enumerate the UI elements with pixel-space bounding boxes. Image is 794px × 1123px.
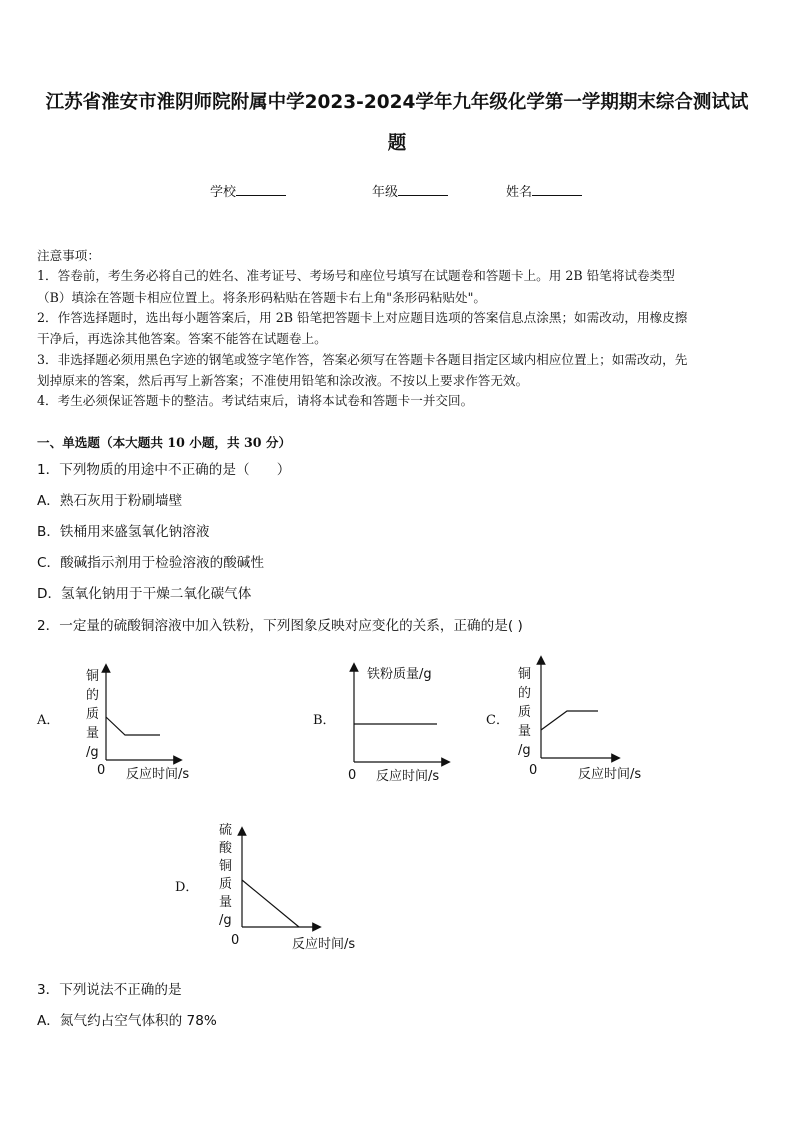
graph-a (36, 668, 189, 782)
graph-d-series-line (242, 880, 299, 927)
graph-c-ylabel-char: 质 (518, 705, 532, 720)
notice-heading: 注意事项： (37, 248, 100, 263)
graph-c-ylabel-char: 量 (518, 724, 532, 739)
graph-a-series-line (106, 717, 160, 735)
notice-line: 2．作答选择题时，选出每小题答案后，用 2B 铅笔把答题卡上对应题目选项的答案信息点涂黑；如需改动，用橡皮擦 (37, 310, 688, 325)
graph-b-option-label: B． (313, 713, 336, 728)
graph-a-option-label: A． (37, 713, 60, 728)
notice-line: 划掉原来的答案，然后再写上新答案；不准使用铅笔和涂改液。不按以上要求作答无效。 (37, 373, 529, 388)
q3-stem: 3．下列说法不正确的是 (37, 982, 182, 998)
graph-a-ylabel-char: /g (86, 745, 99, 760)
graph-d-ylabel-char: 硫 (219, 823, 233, 838)
graph-b-ylabel: 铁粉质量/g (367, 667, 432, 682)
document-title-line1: 江苏省淮安市淮阴师院附属中学2023-2024学年九年级化学第一学期期末综合测试试 (45, 92, 749, 113)
q1-option-a: A．熟石灰用于粉刷墙壁 (37, 493, 183, 509)
notice-line: 1．答卷前，考生务必将自己的姓名、准考证号、考场号和座位号填写在试题卷和答题卡上。用 2B 铅笔将试卷类型 (37, 268, 675, 283)
graph-c (486, 660, 641, 782)
graph-a-ylabel-char: 量 (86, 726, 100, 741)
graph-a-ylabel-char: 质 (86, 707, 100, 722)
graph-d-origin: 0 (231, 933, 240, 948)
section-heading: 一、单选题（本大题共 10 小题，共 30 分） (37, 435, 292, 450)
q2-stem: 2．一定量的硫酸铜溶液中加入铁粉，下列图象反映对应变化的关系，正确的是( ) (37, 618, 523, 634)
graph-b (313, 666, 446, 784)
graph-c-ylabel-char: 铜 (518, 667, 532, 682)
graph-d (175, 823, 355, 952)
q1-option-b: B．铁桶用来盛氢氧化钠溶液 (37, 524, 210, 540)
graph-a-ylabel (86, 668, 99, 760)
notice-line: （B）填涂在答题卡相应位置上。将条形码粘贴在答题卡右上角"条形码粘贴处"。 (37, 290, 487, 305)
graph-a-origin: 0 (97, 763, 106, 778)
graph-d-ylabel-char: /g (219, 913, 232, 928)
name-label: 姓名 (506, 185, 533, 200)
graph-c-series-line (541, 711, 598, 730)
graph-d-ylabel-char: 量 (219, 895, 233, 910)
graph-d-ylabel-char: 铜 (219, 859, 233, 874)
notice-line: 干净后，再选涂其他答案。答案不能答在试题卷上。 (37, 331, 327, 346)
document-title-line2: 题 (387, 133, 407, 154)
q3-option-a: A．氮气约占空气体积的 78% (37, 1013, 217, 1029)
graph-b-xlabel: 反应时间/s (376, 769, 440, 784)
graph-d-ylabel-char: 酸 (219, 841, 233, 856)
q1-option-c: C．酸碱指示剂用于检验溶液的酸碱性 (37, 555, 264, 571)
graph-d-xlabel: 反应时间/s (292, 937, 356, 952)
graph-c-xlabel: 反应时间/s (578, 767, 642, 782)
graph-c-ylabel-char: /g (518, 743, 531, 758)
q1-stem: 1．下列物质的用途中不正确的是（ ） (37, 462, 291, 478)
grade-label: 年级 (372, 185, 399, 200)
graph-c-option-label: C． (486, 713, 509, 728)
graph-c-ylabel-char: 的 (518, 686, 532, 701)
notice-line: 4．考生必须保证答题卡的整洁。考试结束后，请将本试卷和答题卡一并交回。 (37, 393, 474, 408)
q1-option-d: D．氢氧化钠用于干燥二氧化碳气体 (37, 586, 252, 602)
graph-d-ylabel-char: 质 (219, 877, 233, 892)
graph-d-ylabel (219, 823, 233, 928)
graph-c-ylabel (518, 666, 531, 758)
graph-a-ylabel-char: 铜 (86, 669, 100, 684)
graph-a-xlabel: 反应时间/s (126, 767, 190, 782)
graph-c-origin: 0 (529, 763, 538, 778)
graph-a-ylabel-char: 的 (86, 688, 100, 703)
notice-line: 3．非选择题必须用黑色字迹的钢笔或签字笔作答，答案必须写在答题卡各题目指定区域内相应位置上；如需改动，先 (37, 352, 688, 367)
graph-d-option-label: D． (175, 880, 199, 895)
graph-b-origin: 0 (348, 768, 357, 783)
school-label: 学校 (210, 185, 237, 200)
